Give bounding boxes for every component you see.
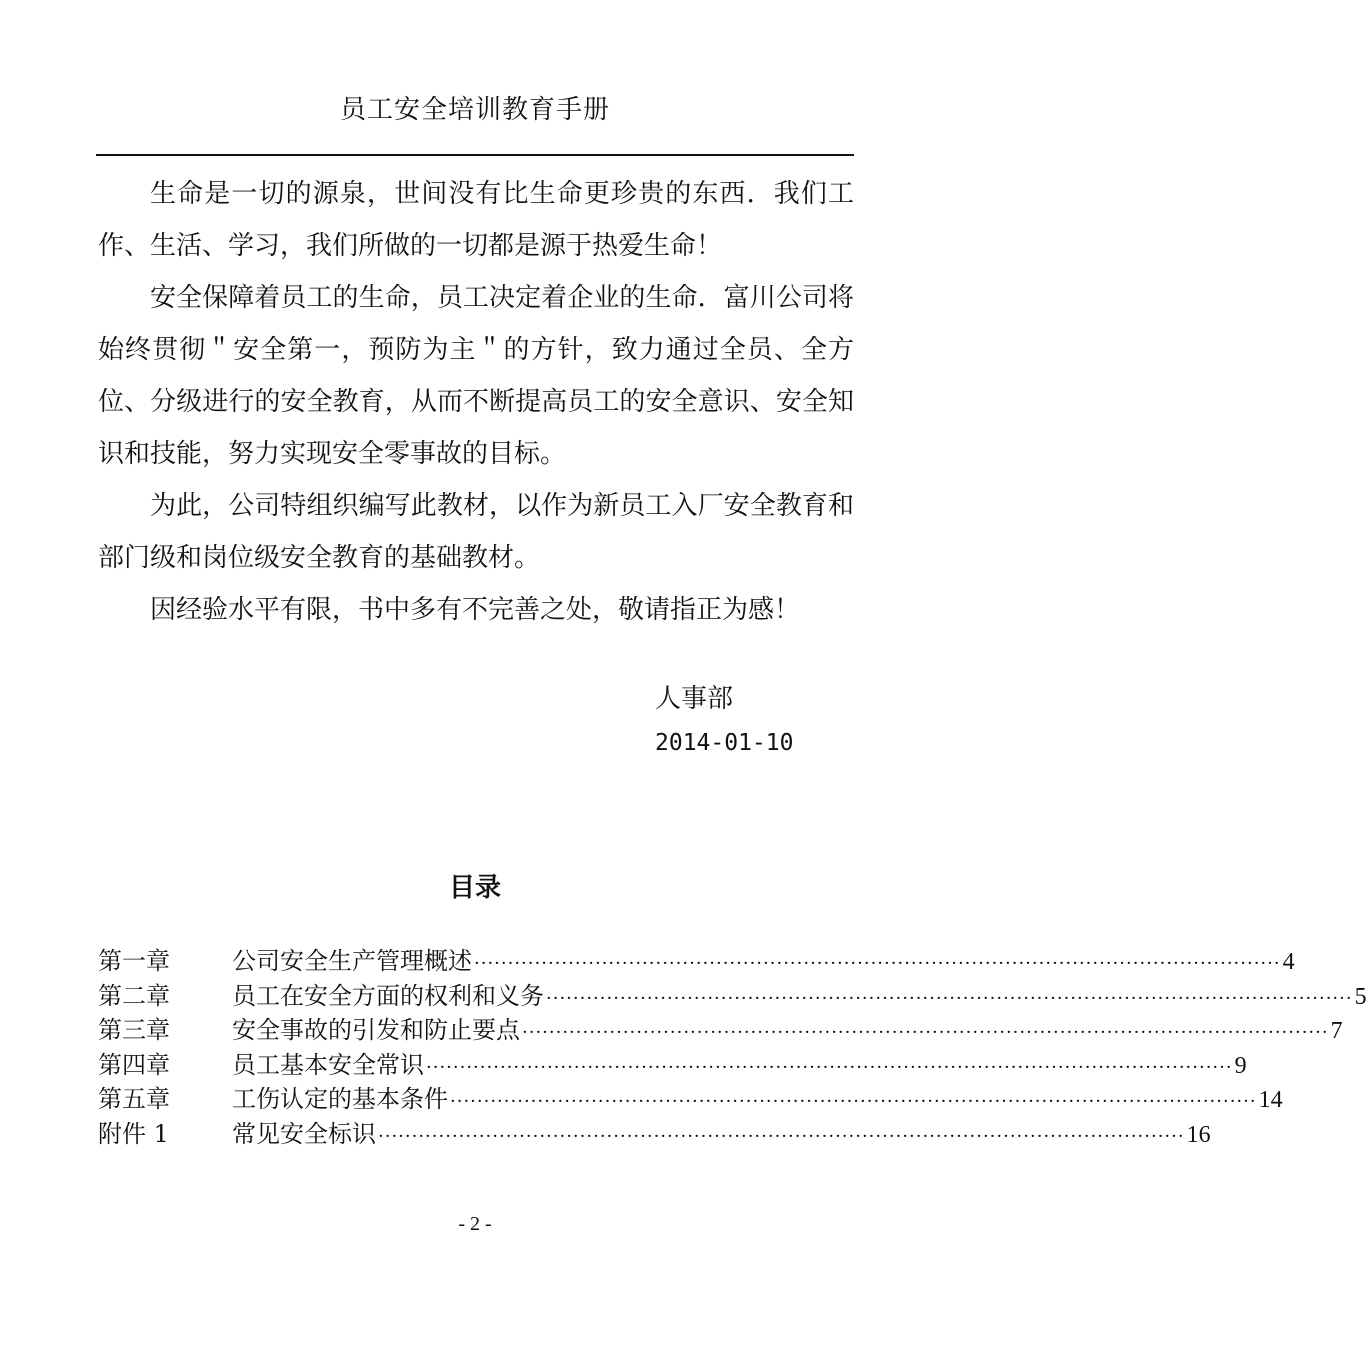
- toc-chapter-label: 第五章: [98, 1085, 170, 1113]
- running-header-title: 员工安全培训教育手册: [339, 95, 610, 125]
- toc-page-number: 5: [1354, 983, 1367, 1010]
- toc-entry-name: 工伤认定的基本条件: [232, 1085, 448, 1113]
- toc-chapter-label: 第一章: [98, 947, 170, 975]
- toc-chapter-label: 第四章: [98, 1050, 170, 1079]
- signature-date: 2014-01-10: [655, 730, 794, 756]
- toc-page-number: 4: [1282, 949, 1295, 975]
- toc-page-number: 16: [1186, 1121, 1211, 1148]
- toc-title: 目录: [448, 873, 501, 903]
- toc-leader-dots: ························································································································: [546, 987, 1353, 1009]
- toc-page-number: 14: [1258, 1087, 1283, 1113]
- toc-page-number: 7: [1330, 1018, 1343, 1044]
- toc-entry[interactable]: [98, 1082, 1283, 1117]
- toc-leader-dots: ························································································································: [426, 1056, 1233, 1078]
- page-number: - 2 -: [458, 1213, 492, 1235]
- toc-entry-name: 公司安全生产管理概述: [232, 947, 472, 975]
- toc-page-number: 9: [1234, 1052, 1247, 1079]
- toc-entry[interactable]: [98, 1013, 1343, 1048]
- toc-entry[interactable]: [98, 979, 1367, 1014]
- toc-chapter-label: 第三章: [98, 1016, 170, 1044]
- preface-paragraph: 安全保障着员工的生命，员工决定着企业的生命．富川公司将始终贯彻＂安全第一，预防为主＂的方针，致力通过全员、全方位、分级进行的安全教育，从而不断提高员工的安全意识、安全知识和技能，努力实现安全零事故的目标。: [98, 283, 854, 469]
- toc-entry[interactable]: [98, 1048, 1247, 1083]
- preface-paragraph: 生命是一切的源泉，世间没有比生命更珍贵的东西．我们工作、生活、学习，我们所做的一切都是源于热爱生命！: [98, 179, 854, 261]
- preface-paragraph: 因经验水平有限，书中多有不完善之处，敬请指正为感！: [150, 595, 801, 625]
- toc-chapter-label: 附件 1: [98, 1119, 169, 1148]
- toc-entry-name: 安全事故的引发和防止要点: [232, 1016, 520, 1044]
- toc-leader-dots: ························································································································: [378, 1125, 1185, 1147]
- signature-department: 人事部: [655, 684, 734, 714]
- toc-entry-name: 员工在安全方面的权利和义务: [232, 981, 544, 1010]
- toc-entry[interactable]: [98, 944, 1295, 979]
- preface-signature: [655, 677, 793, 765]
- preface-paragraph: 为此，公司特组织编写此教材，以作为新员工入厂安全教育和部门级和岗位级安全教育的基础教材。: [98, 491, 854, 573]
- header-divider: [96, 154, 854, 156]
- toc-entry[interactable]: [98, 1117, 1211, 1152]
- table-of-contents: [98, 944, 1367, 1151]
- toc-leader-dots: ························································································································: [522, 1022, 1329, 1043]
- toc-entry-name: 常见安全标识: [232, 1119, 376, 1148]
- toc-chapter-label: 第二章: [98, 981, 170, 1010]
- toc-leader-dots: ························································································································: [474, 953, 1281, 974]
- toc-entry-name: 员工基本安全常识: [232, 1050, 424, 1079]
- preface-body: [98, 168, 854, 636]
- toc-leader-dots: ························································································································: [450, 1091, 1257, 1112]
